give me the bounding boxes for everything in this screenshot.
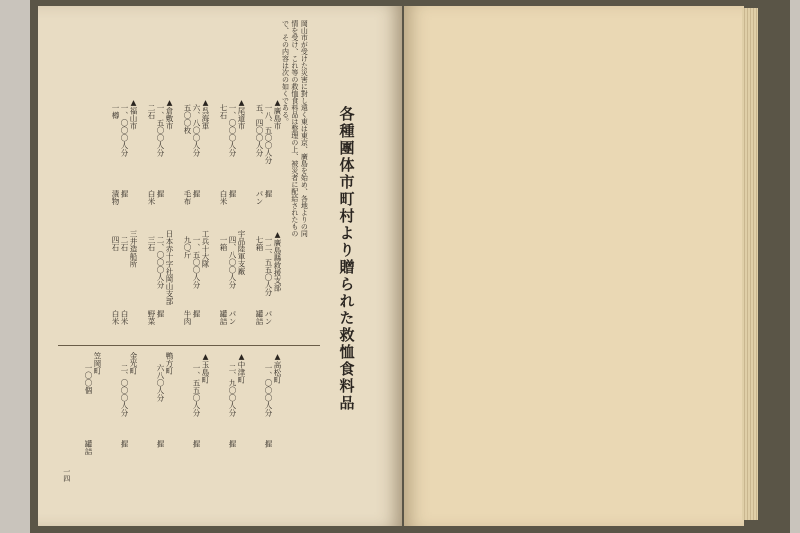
entry-name: 宇品陸軍支廠	[237, 230, 246, 275]
entry-item: パン	[228, 310, 237, 325]
entry-name: 笠岡町	[93, 352, 102, 375]
page-edges	[742, 8, 758, 520]
entry-item: 野菜	[147, 310, 156, 325]
entry-quantity: 七石	[219, 104, 228, 119]
intro-text: 岡山市が受けた災害に對し遠く東は東京、廣島を始め、各地よりの同情を受け、これ等の救恤食料品は整理の上、被災者に配給されたもので、その内容は次の如くである。	[281, 20, 309, 237]
entry-quantity: 四、八〇〇人分	[228, 236, 237, 289]
entry-item: 牛肉	[183, 310, 192, 325]
entry-quantity: 七箱	[255, 236, 264, 251]
entry-quantity: 九〇斤	[183, 236, 192, 259]
entry-item: 白米	[147, 190, 156, 205]
entry-quantity: 一樽	[111, 104, 120, 119]
entry-quantity: 二石	[120, 236, 129, 251]
entry-item: パン	[264, 310, 273, 325]
entry-name: ▲倉敷市	[165, 98, 174, 130]
entry-item: 白米	[120, 310, 129, 325]
entry-quantity: 一、五〇〇人分	[156, 104, 165, 157]
entry-name: ▲高松町	[273, 352, 282, 384]
entry-quantity: 一、〇〇〇人分	[264, 364, 273, 417]
entry-item: 握	[120, 440, 129, 448]
entry-item: 罐詰	[255, 310, 264, 325]
entry-name: 日本赤十字社岡山支部	[165, 230, 174, 305]
entry-quantity: 二石	[147, 104, 156, 119]
entry-name: 鴨方町	[165, 352, 174, 375]
entry-item: 握	[156, 310, 165, 318]
entry-item: 漬物	[111, 190, 120, 205]
entry-name: ▲玉島町	[201, 352, 210, 384]
right-page-blank	[404, 6, 744, 526]
entry-name: ▲中津町	[237, 352, 246, 384]
entry-name: 金光町	[129, 352, 138, 375]
entry-item: 白米	[219, 190, 228, 205]
entry-quantity: 三石	[147, 236, 156, 251]
entry-item: 握	[156, 440, 165, 448]
entry-quantity: 二、〇〇〇人分	[156, 236, 165, 289]
entry-quantity: 一二、五五〇人分	[264, 236, 273, 296]
entry-name: ▲廣島縣救援支部	[273, 230, 282, 292]
entry-name: ▲福山市	[129, 98, 138, 130]
entry-item: 罐詰	[219, 310, 228, 325]
entry-quantity: 四石	[111, 236, 120, 251]
entry-item: 握	[120, 190, 129, 198]
entry-quantity: 一、五五〇人分	[192, 364, 201, 417]
page-number: 一四	[62, 468, 71, 482]
entry-item: 握	[192, 440, 201, 448]
entry-name: ▲呉海軍	[201, 98, 210, 130]
entry-quantity: 一八、五〇〇人分	[264, 104, 273, 164]
entry-quantity: 二、九〇〇人分	[228, 364, 237, 417]
entry-item: 罐詰	[84, 440, 93, 455]
entry-item: 毛布	[183, 190, 192, 205]
entry-item: 握	[264, 440, 273, 448]
entry-quantity: 五〇〇枚	[183, 104, 192, 134]
entry-quantity: 五、四〇〇人分	[255, 104, 264, 157]
entry-item: 握	[264, 190, 273, 198]
entry-item: 握	[192, 190, 201, 198]
page-title: 各種團体市町村より贈られた救恤食料品	[337, 106, 356, 412]
entry-quantity: 一〇〇個	[84, 364, 93, 394]
entry-name: 工兵十大隊	[201, 230, 210, 268]
entry-item: 握	[156, 190, 165, 198]
entry-item: 白米	[111, 310, 120, 325]
entry-quantity: 一、〇〇〇人分	[228, 104, 237, 157]
entry-quantity: 一、五〇〇人分	[192, 236, 201, 289]
entry-item: パン	[255, 190, 264, 205]
entry-quantity: 二、〇〇〇人分	[120, 364, 129, 417]
entry-quantity: 六、八〇〇人分	[192, 104, 201, 157]
entry-quantity: 一、〇〇〇人分	[120, 104, 129, 157]
entry-name: ▲廣島市	[273, 98, 282, 130]
entry-quantity: 一箱	[219, 236, 228, 251]
entry-item: 握	[228, 440, 237, 448]
entry-item: 握	[192, 310, 201, 318]
entry-quantity: 六八〇人分	[156, 364, 165, 402]
entry-name: 三井造船所	[129, 230, 138, 268]
section-divider	[58, 345, 320, 346]
entry-name: ▲尾道市	[237, 98, 246, 130]
entry-item: 握	[228, 190, 237, 198]
